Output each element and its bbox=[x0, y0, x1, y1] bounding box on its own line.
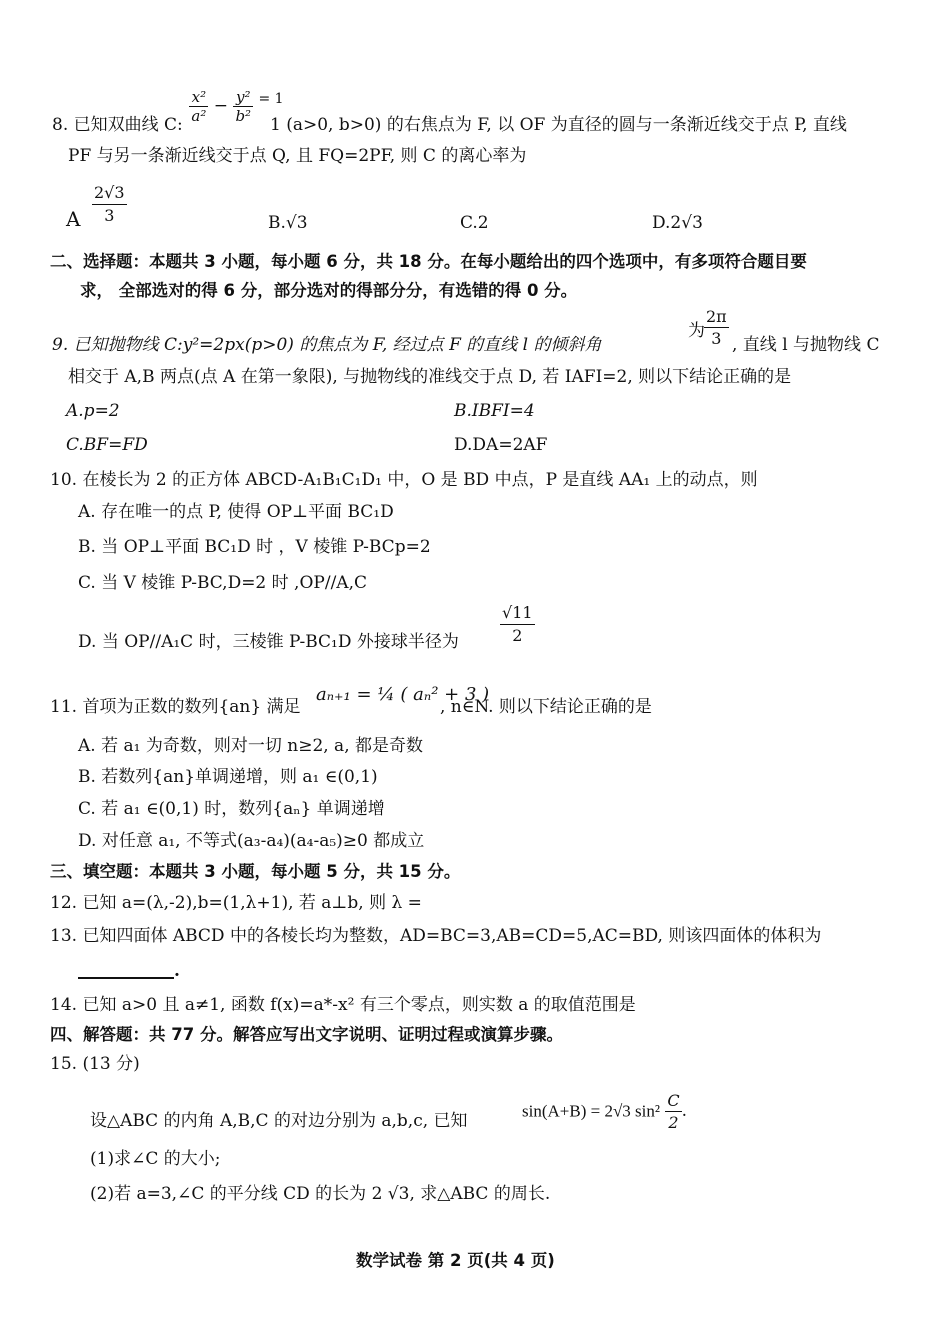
q11-line1-post: , n∈N. 则以下结论正确的是 bbox=[440, 697, 652, 717]
q15-line1: 设△ABC 的内角 A,B,C 的对边分别为 a,b,c, 已知 bbox=[90, 1111, 468, 1131]
q13-text: 13. 已知四面体 ABCD 中的各棱长均为整数，AD=BC=3,AB=CD=5,AC=BD, 则该四面体的体积为 bbox=[50, 926, 822, 946]
section4-title: 四、解答题：共 77 分。解答应写出文字说明、证明过程或演算步骤。 bbox=[50, 1025, 563, 1044]
q10-option-d: D. 当 OP//A₁C 时，三棱锥 P-BC₁D 外接球半径为 bbox=[78, 632, 459, 652]
section3-title: 三、填空题：本题共 3 小题，每小题 5 分，共 15 分。 bbox=[50, 862, 461, 881]
q13-period: . bbox=[174, 961, 180, 981]
q12-text: 12. 已知 a=(λ,-2),b=(1,λ+1), 若 a⊥b, 则 λ = bbox=[50, 893, 422, 913]
q8-line2: PF 与另一条渐近线交于点 Q, 且 FQ=2PF, 则 C 的离心率为 bbox=[68, 146, 527, 166]
q9-option-d: D.DA=2AF bbox=[454, 435, 548, 455]
q8-line1-post: 1 (a>0, b>0) 的右焦点为 F, 以 OF 为直径的圆与一条渐近线交于点 P, 直线 bbox=[270, 115, 847, 135]
q10-option-a: A. 存在唯一的点 P, 使得 OP⊥平面 BC₁D bbox=[78, 502, 394, 522]
q10-option-c: C. 当 V 棱锥 P-BC,D=2 时 ,OP//A,C bbox=[78, 573, 367, 593]
q8-frac-x: $\frac{\text{x²}}{\text{a²}}$ bbox=[191, 88, 207, 125]
q8-option-a-value: $\frac{2√3}{3}$ bbox=[94, 183, 125, 225]
page-footer: 数学试卷 第 2 页(共 4 页) bbox=[356, 1251, 555, 1270]
q8-option-c: C.2 bbox=[460, 213, 489, 233]
section2-line2: 求， 全部选对的得 6 分，部分选对的得部分分，有选错的得 0 分。 bbox=[80, 281, 578, 300]
q9-option-c: C.BF=FD bbox=[66, 435, 148, 455]
q8-line1-pre: 8. 已知双曲线 C: bbox=[52, 115, 183, 135]
q9-line1-post: , 直线 l 与抛物线 C bbox=[732, 335, 880, 355]
q9-wei: 为 bbox=[688, 321, 705, 341]
q9-line2: 相交于 A,B 两点(点 A 在第一象限), 与抛物线的准线交于点 D, 若 IAFI=2, 则以下结论正确的是 bbox=[68, 367, 792, 387]
q8-option-d: D.2√3 bbox=[652, 213, 703, 233]
q9-angle-fraction: $\frac{2\pi}{3}$ bbox=[706, 307, 727, 348]
q10-option-b: B. 当 OP⊥平面 BC₁D 时 ，V 棱锥 P-BCp=2 bbox=[78, 537, 431, 557]
q10-line1: 10. 在棱长为 2 的正方体 ABCD-A₁B₁C₁D₁ 中，O 是 BD 中点，P 是直线 AA₁ 上的动点，则 bbox=[50, 470, 758, 490]
q9-option-b: B.IBFI=4 bbox=[454, 401, 535, 421]
q11-option-b: B. 若数列{an}单调递增，则 a₁ ∈(0,1) bbox=[78, 767, 378, 787]
q9-line1: 9. 已知抛物线 C:y²=2px(p>0) 的焦点为 F, 经过点 F 的直线 l 的倾斜角 bbox=[52, 335, 602, 355]
q15-given-formula: sin(A+B) = 2√3 sin² $\frac{C}{2}$ . bbox=[522, 1091, 688, 1132]
q11-option-d: D. 对任意 a₁, 不等式(a₃-a₄)(a₄-a₅)≥0 都成立 bbox=[78, 831, 425, 851]
q11-recurrence-formula: aₙ₊₁ = ¼ ( aₙ² + 3 ) bbox=[316, 684, 490, 705]
q8-option-b: B.√3 bbox=[268, 213, 308, 233]
q14-text: 14. 已知 a>0 且 a≠1, 函数 f(x)=a*-x² 有三个零点，则实数 a 的取值范围是 bbox=[50, 995, 636, 1015]
q11-option-c: C. 若 a₁ ∈(0,1) 时，数列{aₙ} 单调递增 bbox=[78, 799, 385, 819]
q10-option-d-fraction: $\frac{√11}{2}$ bbox=[502, 603, 533, 645]
q8-formula: $\frac{\text{x²}}{\text{a²}}$ − $\frac{\text{y²}}{\text{b²}}$ $^{= 1}$ bbox=[191, 88, 284, 125]
q9-option-a: A.p=2 bbox=[66, 401, 120, 421]
q15-part1: (1)求∠C 的大小; bbox=[90, 1149, 221, 1169]
q8-frac-y: $\frac{\text{y²}}{\text{b²}}$ bbox=[235, 88, 252, 125]
q11-line1-pre: 11. 首项为正数的数列{an} 满足 bbox=[50, 697, 301, 717]
q15-header: 15. (13 分) bbox=[50, 1054, 140, 1074]
section2-line1: 二、选择题：本题共 3 小题，每小题 6 分，共 18 分。在每小题给出的四个选项中，有多项符合题目要 bbox=[50, 252, 807, 271]
q8-option-a-label: A bbox=[66, 207, 81, 231]
q15-part2: (2)若 a=3,∠C 的平分线 CD 的长为 2 √3, 求△ABC 的周长. bbox=[90, 1184, 551, 1204]
q13-answer-blank[interactable] bbox=[78, 977, 174, 979]
q11-option-a: A. 若 a₁ 为奇数，则对一切 n≥2, a, 都是奇数 bbox=[78, 736, 424, 756]
